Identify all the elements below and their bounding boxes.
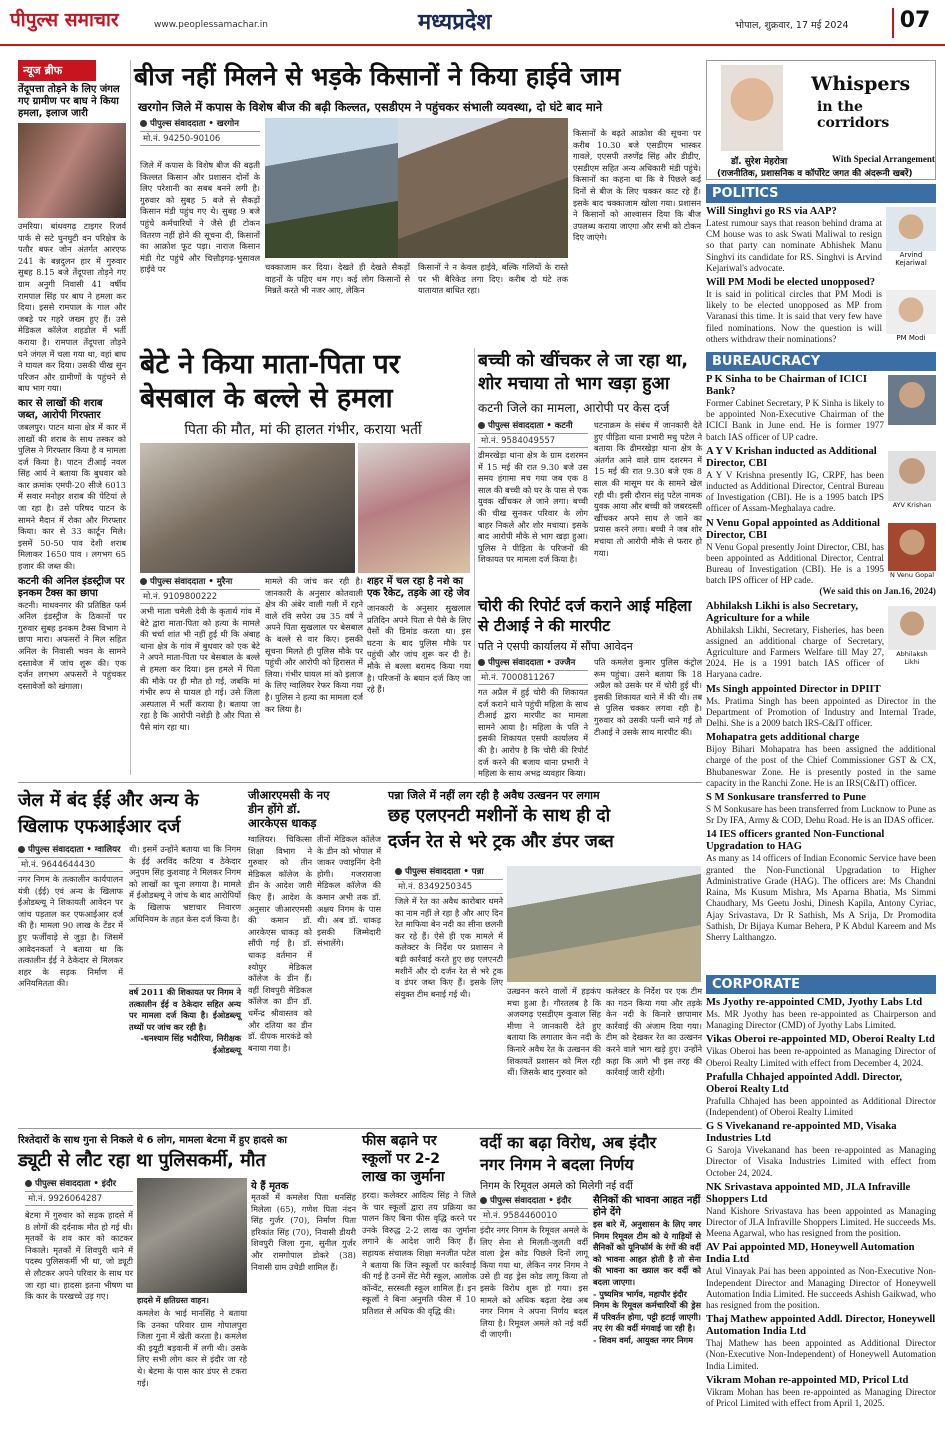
reporter-icon — [140, 120, 147, 127]
politics-headline: Will Singhvi go RS via AAP? — [706, 206, 837, 217]
baseball-photo-victim — [358, 443, 470, 573]
politics-item — [706, 274, 936, 345]
lead-mobile: मो.नं. 94250-90106 — [140, 131, 260, 146]
brief-text: कटनी। माधवनगर की प्रतिष्ठित फर्म अनिल इंडस्ट्रीज के ठिकानों पर गुरुवार सुबह इनकम टैक्स विभाग ने छापा मारा। अफसरों ने मिल सहित अनिल के निवासी भवन के सामने दस्तावेज में जांच शुरू की। एक दर्जन लगभग अफसरों ने पहुंचकर दस्तावेजों को खंगाला। — [18, 599, 126, 691]
uniform-box-heading: सैनिकों की भावना आहत नहीं होने देंगे — [593, 1195, 701, 1218]
baseball-headline-1: बेटे ने किया माता-पिता पर — [140, 349, 400, 380]
officer-photo — [888, 375, 936, 425]
columnist-photo — [721, 65, 783, 151]
corporate-headline: G S Vivekanand re-appointed MD, Visaka Industries Ltd — [706, 1121, 897, 1145]
politics-text: Latest rumour says that reason behind drama at CM house was to ask Swati Maliwal to resign so that party can nominate Abhishek Manu Singhvi its candidate for RS. Singhvi is Arvind Kejariwal's advocate. — [706, 218, 882, 273]
sand-byline: पीपुल्स संवाददाता • पन्ना — [405, 867, 484, 877]
police-dead-heading: ये हैं मृतक — [251, 1181, 289, 1192]
dean-headline-1: जीआरएमसी के नए — [248, 788, 330, 802]
police-dead-list: मृतकों में कमलेश पिता धनसिंह मिलेला (65), गणेश पिता नंदन सिंह गुर्जर (70), निर्माण पिता हरिकांत सिंह (70), निवासी डीयरी शिवपुरी जिला गुना, सुनील गुर्जर और रामगोपाल डोकरे (38) निवासी ग्राम उचेडी शामिल हैं। — [251, 1192, 356, 1272]
divider — [130, 60, 131, 775]
lead-text-col3: किसानों ने न केवल हाईवे, बल्कि गलियों के रास्ते पर भी बैरिकेड लगा दिए। करीब दो घंटे तक यातायात बाधित रहा। — [418, 262, 568, 296]
corporate-text: Thaj Mathew has been appointed as Additional Director (Non-Executive Non-Independent) of Honeywell Automation India Limited. — [706, 1338, 936, 1371]
report-subhead: पति ने एसपी कार्यालय में सौंपा आवेदन — [478, 640, 633, 653]
corporate-headline: Prafulla Chhajed appointed Addl. Director, Oberoi Realty Ltd — [706, 1071, 903, 1095]
whispers-tagline: (राजनीतिक, प्रशासनिक व कॉर्पोरेट जगत की अंदरूनी खबरें) — [717, 169, 913, 179]
fees-story — [362, 1132, 476, 1442]
uniform-box-text-2: निगम के रिमूवल कर्मचारियों की ड्रेस में परिवर्तन होगा, पट्टी हटाई जाएगी। नए रंग की वर्दी मंगवाई जा रही है। — [593, 1300, 701, 1334]
corporate-text: Vikram Mohan has been re-appointed as Managing Director of Pricol Limited with effect from April 1, 2025. — [706, 1386, 936, 1409]
brief-photo-injured — [18, 123, 126, 218]
uniform-headline-2: नगर निगम ने बदला निर्णय — [480, 1155, 634, 1174]
ed-text-col2: थी। इसमें उन्होंने बताया था कि निगम के ईई अरविंद कटिया व ठेकेदार अनुपम सिंह कुशवाह ने मिलकर निगम को लाखों का चूना लगाया है। मामले में ईओडब्ल्यू ने जांच के बाद आरोपियों के खिलाफ भ्रष्टाचार निवारण अधिनियम के तहत केस दर्ज किया है। — [129, 844, 241, 924]
uniform-mobile: मो.नं. 9584460010 — [480, 1208, 588, 1223]
lead-byline-box — [140, 118, 260, 148]
politician-photo — [886, 207, 936, 251]
corporate-headline: Vikram Mohan re-appointed MD, Pricol Ltd — [706, 1374, 909, 1386]
ed-byline: पीपुल्स संवाददाता • ग्वालियर — [28, 845, 121, 855]
baseball-mobile: मो.नं. 9109800222 — [140, 589, 260, 604]
fees-headline-2: स्कूलों पर 2-2 — [362, 1151, 441, 1167]
sand-mobile: मो.नं. 8349250345 — [395, 879, 503, 894]
girl-headline-2: शोर मचाया तो भाग खड़ा हुआ — [478, 374, 670, 394]
corporate-headline: Vikas Oberoi re-appointed MD, Oberoi Realty Ltd — [706, 1034, 935, 1046]
officer-photo — [888, 523, 936, 571]
bureaucracy-headline: N Venu Gopal appointed as Additional Director, CBI — [706, 517, 880, 541]
reporter-icon — [480, 1197, 487, 1204]
report-text-col2: पति कमलेश कुमार पुलिस कंट्रोल रूम पहुंचा। उसने बताया कि 18 अप्रैल को उसके घर में चोरी हुई थी। इसकी शिकायत थाने में की थी। तब से पुलिस चक्कर लगवा रही है। गुरुवार को उसकी पत्नी थाने गई तो टीआई ने उसके साथ मारपीट की। — [594, 657, 702, 737]
corporate-header: CORPORATE — [706, 975, 936, 994]
girl-mobile: मो.नं. 9584049557 — [478, 433, 588, 448]
bureaucracy-headline: Abhilaksh Likhi is also Secretary, Agriculture for a while — [706, 600, 858, 624]
baseball-text-col1: अभी माता चमेली देवी के कृतार्थ गांव में बेटे द्वारा माता-पिता को हत्या के मामले की चर्चा शांत भी नहीं हुई थी कि अंबाह थाना क्षेत्र के गांव में बुधवार को एक बेटे ने अपने माता-पिता पर बेसबाल के बल्ले से हमला कर दिया। इस हमले में पिता की मौके पर ही मौत हो गई, जबकि मां गंभीर रूप से घायल हो गई। उसे जिला अस्पताल में भर्ती कराया है। बताया जा रहा है कि आरोपी नशेड़ी है और पिता से पैसे मांग रहा था। — [140, 606, 260, 732]
baseball-subhead: पिता की मौत, मां की हालत गंभीर, कराया भर्ती — [184, 422, 422, 438]
bureaucracy-text: Abhilaksh Likhi, Secretary, Fisheries, has been assigned an additional charge of Secretary, Agriculture and Farmers Welfare till May 27, 2024. He is a 1991 batch IAS officer of Haryana cadre. — [706, 624, 884, 680]
reporter-icon — [478, 422, 485, 429]
corporate-section — [706, 975, 936, 1437]
photo-caption: Arvind Kejariwal — [895, 251, 927, 267]
news-brief-label: न्यूज ब्रीफ — [18, 60, 96, 81]
ed-headline-2: खिलाफ एफआईआर दर्ज — [18, 816, 181, 837]
brief-text: जबलपुर। पाटन थाना क्षेत्र में कार में लाखों की शराब के साथ तस्कर को पुलिस ने गिरफ्तार किया है व मामला दर्ज किया है। पाटन टीआई नवल सिंह आर्य ने बताया कि बुधवार को कार क्रमांक एमपी-20 सीजे 6013 में सवार मनोहर शराब की पेटियां ले जा रहा है। उसे परिषद पाटन के सामने मैदान में रोका और गिरफ्तार किया। कार से 33 कार्टून मिले। इसमें 50-50 पाव देशी शराब मिलाकर 1650 पाव । लगभग 65 हजार की जब्त की। — [18, 421, 126, 572]
baseball-byline-box — [140, 576, 260, 606]
bureaucracy-headline: Mohapatra gets additional charge — [706, 732, 860, 744]
bureaucracy-headline: S M Sonkusare transferred to Pune — [706, 792, 866, 804]
girl-headline-1: बच्ची को खींचकर ले जा रहा था, — [478, 351, 689, 371]
columnist-name: डॉ. सुरेश मेहरोत्रा — [731, 157, 788, 167]
corporate-text: Prafulla Chhajed has been appointed as Additional Director (Independent) of Oberoi Realty Limited — [706, 1095, 936, 1118]
report-text-col1: गत अप्रैल में हुई चोरी की शिकायत दर्ज कराने थाने पहुंची महिला के साथ टीआई द्वारा मारपीट का मामला सामने आया है। महिला के पति ने इसकी शिकायत एसपी कार्यालय में की है। आरोप है कि चोरी की रिपोर्ट दर्ज करने की बजाय थाना प्रभारी ने महिला के साथ अभद्र व्यवहार किया। — [478, 687, 588, 779]
photo-caption: Abhilaksh Likhi — [896, 649, 928, 666]
logo: पीपुल्स समाचार — [10, 9, 119, 31]
uniform-story — [480, 1132, 702, 1442]
lead-headline: बीज नहीं मिलने से भड़के किसानों ने किया हाईवे जाम — [134, 62, 621, 91]
reporter-icon — [18, 846, 25, 853]
politics-text: It is said in political circles that PM Modi is likely to be elected unopposed as MP from Varanasi this time. It is said that very few have filed nominations. Now the question is will others withdraw their nominations? — [706, 289, 882, 344]
politics-header: POLITICS — [706, 184, 936, 203]
bureaucracy-text: Bijoy Bihari Mohapatra has been assigned the additional charge of the post of the Chief Commissioner GST & CX, Bhubaneswar Zone. He is presently posted in the same capacity in the Ranchi Zone. He is an IRS(C&IT) officer. — [706, 744, 936, 788]
baseball-byline: पीपुल्स संवाददाता • मुरैना — [150, 577, 233, 587]
report-byline: पीपुल्स संवाददाता • उज्जैन — [488, 658, 576, 668]
uniform-box-text: इस बारे में, अनुशासन के लिए नगर निगम रिमूवल टीम को ये गाड़ियों से सैनिकों को यूनिफॉर्म के रंगों की वर्दी को भावना आहत होती है तो सेना की भावना का ख्याल कर वर्दी को बदला जाएगा। — [593, 1219, 701, 1287]
uniform-subhead: निगम के रिमूवल अमले को मिलेगी नई वर्दी — [480, 1181, 633, 1192]
report-mobile: मो.नं. 7000811267 — [478, 670, 588, 685]
reporter-icon — [395, 868, 402, 875]
police-photo-wreck — [137, 1178, 247, 1293]
brief-headline: तेंदूपत्ता तोड़ने के लिए जंगल गए ग्रामीण पर बाघ ने किया हमला, इलाज जारी — [18, 84, 120, 119]
uniform-box-attribution-2: - शिवम वर्मा, आयुक्त नगर निगम — [593, 1334, 694, 1345]
ed-headline-1: जेल में बंद ईई और अन्य के — [18, 790, 199, 811]
whispers-logo-line2: in the corridors — [817, 99, 890, 131]
police-photo-caption: हादसे में क्षतिग्रस्त वाहन। — [137, 1295, 209, 1305]
girl-byline: पीपुल्स संवाददाता • कटनी — [488, 421, 573, 431]
uniform-byline: पीपुल्स संवाददाता • इंदौर — [490, 1196, 572, 1206]
sand-headline-2: दर्जन रेत से भरे ट्रक और डंपर जब्त — [388, 832, 614, 852]
police-text-col1: बेटमा में गुरुवार को सड़क हादसे में 8 लोगों की दर्दनाक मौत हो गई थी। मृतकों के शव कार को काटकर निकाले। मृतकों में शिवपुरी थाने में पदस्थ पुलिसकर्मी भी था, जो ड्यूटी से लौटकर अपने परिवार के साथ घर जा रहा था। हादसा इतना भीषण था कि कार के परखच्चे उड़ गए। — [25, 1210, 133, 1302]
photo-caption: PM Modi — [896, 334, 926, 343]
dean-text-col2: तीनों मेडिकल कॉलेज के डीन को भोपाल में जाकर ज्वाइनिंग देनी होगी। गजराराजा मेडिकल कॉलेज की कमान अभी तक डॉ. अक्षय निगम के पास थी। अब डॉ. धाकड़ इसकी जिम्मेदारी संभालेंगे। — [317, 834, 381, 949]
sand-headline-1: छह एलएनटी मशीनों के साथ ही दो — [388, 806, 611, 826]
dean-headline-3: आरकेएस धाकड़ — [248, 816, 317, 830]
bureaucracy-header: BUREAUCRACY — [706, 352, 936, 371]
dean-text-col1: ग्वालियर। चिकित्सा शिक्षा विभाग ने गुरुवार को तीन मेडिकल कॉलेज के डीन के आदेश जारी किए हैं। आदेश के अनुसार जीआरएमसी की कमान डॉ. आरकेएस धाकड़ को सौंपी गई है। डॉ. धाकड़ वर्तमान में श्योपुर मेडिकल कॉलेज के डीन हैं। वहीं शिवपुरी मेडिकल कॉलेज का डीन डॉ. धर्मेन्द्र श्रीवास्तव को और दतिया का डीन डॉ. दीपक मारकंडे को बनाया गया है। — [248, 834, 312, 1053]
hr — [18, 1128, 702, 1129]
ed-quote-attribution: -धनश्याम सिंह भदौरिया, निरीक्षक ईओडब्ल्यू — [140, 1033, 241, 1055]
sand-kicker: पन्ना जिले में नहीं लग रही है अवैध उत्खनन पर लगाम — [388, 789, 600, 802]
brief-headline: कार से लाखों की शराब जब्त, आरोपी गिरफ्तार — [18, 397, 103, 421]
brief-text: उमरिया। बांधवगढ़ टाइगर रिजर्व पार्क से सटे घुनघुटी वन परिक्षेत्र के पतौर बफर जोन अंतर्गत आरएफ 241 के बन्नदुलन हार में गुरुवार सुबह 8.15 बजे तेंदूपत्ता तोड़ने गए ग्राम अनुगी निवासी 41 वर्षीय रामपाल सिंह पर बाघ ने हमला कर दिया। इससे रामपाल के गाल और जबड़े पर गहरे जख्म हुए हैं। उसे मेडिकल कॉलेज शहडोल में भर्ती कराया है। रामपाल तेंदूपत्ता तोड़ने घने जंगल में चला गया था, वहां बाघ ने घायल कर दिया। उसकी चीख सुन परिजन और ग्रामीणों के पहुंचने से बाघ भाग गया। — [18, 221, 126, 394]
lead-subhead: खरगोन जिले में कपास के विशेष बीज की बढ़ी किल्लत, एसडीएम ने पहुंचकर संभाली व्यवस्था, दो घंटे बाद माने — [138, 100, 603, 114]
whispers-logo-line1: Whispers — [811, 73, 911, 95]
lead-photo-farmers — [398, 118, 568, 258]
bureaucracy-headline: A Y V Krishan inducted as Additional Director, CBI — [706, 445, 877, 469]
photo-caption: N Venu Gopal — [889, 570, 935, 579]
corporate-text: Nand Kishore Srivastava has been appointed as Managing Director of JLA Infraville Shoppers Limited. He succeeds Ms. Meena Agarwal, who has resigned from the position. — [706, 1205, 936, 1239]
baseball-photo-hospital — [140, 443, 355, 573]
girl-text-col1: ढीमरखेड़ा थाना क्षेत्र के ग्राम दशरमन में 15 मई की रात 9.30 बजे उस समय हंगामा मच गया जब एक 8 साल की बच्ची को घर के पास से एक युवक खींचकर ले जाने लगा। बच्ची की चीख सुनकर परिवार के लोग बाहर निकले और शोर मचाया। इसके बाद आरोपी मौके से भाग खड़ा हुआ। पुलिस ने पीड़िता के परिजनों की शिकायत पर मामला दर्ज किया है। — [478, 450, 588, 565]
girl-subhead: कटनी जिले का मामला, आरोपी पर केस दर्ज — [478, 401, 670, 415]
bureaucracy-note: (We said this on Jan.16, 2024) — [819, 586, 936, 597]
uniform-headline-1: वर्दी का बढ़ा विरोध, अब इंदौर — [480, 1133, 657, 1152]
girl-story — [478, 350, 702, 585]
baseball-headline-2: बेसबाल के बल्ले से हमला — [140, 383, 393, 414]
baseball-text-col2: मामले की जांच कर रही है। जानकारी के अनुसार कोतवाली क्षेत्र की अंबेर वाली गली में रहने वाले रवि सपेरा उम्र 35 वर्ष ने अपने पिता सुखलाल पर बेसबाल के बल्ले से वार किए। इसकी सूचना मिलते ही पुलिस मौके पर पहुंची और आरोपी को हिरासत में लिया। गंभीर घायल मां को इलाज के लिए ग्वालियर रेफर किया गया है। पुलिस ने हत्या का मामला दर्ज कर लिया है। — [265, 576, 363, 714]
sand-text-col2: उत्खनन करने वालों में हड़कंप मचा हुआ है। गौरतलब है कि अजयगढ़ एसडीएम कुवाल सिंह मीणा ने जानकारी देते हुए बताया कि लगातार केन नदी के किनारे अवैध रेत के उत्खनन की शिकायतें प्रशासन को मिल रही थीं। जिसके बाद गुरुवार को — [507, 986, 601, 1078]
bureaucracy-text: Ms. Pratima Singh has been appointed as Director in the Department of Promotion of Industry and Internal Trade, Delhi. She is a 2009 batch IRS-C&IT officer. — [706, 695, 936, 729]
corporate-headline: NK Srivastava appointed MD, JLA Infraville Shoppers Ltd — [706, 1181, 911, 1205]
police-byline: पीपुल्स संवाददाता • इंदौर — [35, 1179, 117, 1189]
reporter-icon — [478, 659, 485, 666]
news-brief-column — [18, 60, 126, 775]
corporate-text: Atul Vinayak Pai has been appointed as Non-Executive Non-Independent Director and Managing Director of Honeywell Automation India Limited. He succeeds Ashish Gaikwad, who has resigned from the position. — [706, 1266, 936, 1311]
dean-headline-2: डीन होंगे डॉ. — [248, 802, 301, 816]
lead-text-col2: चक्काजाम कर दिया। देखते ही देखते सैकड़ों वाहनों के पहिए थम गए। कई लोग किसानों से मिन्नतें करते भी नजर आए, लेकिन — [265, 262, 410, 296]
bureaucracy-text: A Y V Krishna presently IG, CRPF, has been inducted as Additional Director, Central Bureau of Investigation (CBI). He is a 1995 batch IPS officer of Assam-Meghalaya cadre. — [706, 469, 884, 514]
ed-text-col1: नगर निगम के तत्कालीन कार्यपालन यंत्री (ईई) एवं अन्य के खिलाफ ईओडब्ल्यू ने शिकायती आवेदन पर जांच पड़ताल कर एफआईआर दर्ज की है। मामला 90 लाख के टेंडर में हुए फर्जीवाड़े से जुड़ा है। जिसमें आवेदनकर्ता ने बताया था कि तत्कालीन ईई ने ठेकेदार से मिलकर शहर के सड़क निर्माण में अनियमितता की। — [18, 874, 123, 989]
bureaucracy-text: N Venu Gopal presently Joint Director, CBI, has been appointed as Additional Director, Central Bureau of Investigation (CBI). He is a 1995 batch IPS officer of HP cade. — [706, 541, 884, 586]
reporter-icon — [25, 1180, 32, 1187]
fees-headline-1: फीस बढ़ाने पर — [362, 1133, 437, 1149]
dean-story — [248, 788, 382, 1126]
page-number: 07 — [892, 8, 936, 38]
lead-text-col4: किसानों के बढ़ते आक्रोश की सूचना पर करीब 10.30 बजे एसडीएम भास्कर गावले, एएसपी तरुणेंद्र सिंह और डीडीए, एसडीएम सहित अन्य अधिकारी मंडी पहुंचे। किसानों का कहना था कि वे पिछले कई दिनों से बीज के लिए चक्कर काट रहे हैं। इसके बाद चक्काजाम खोला गया। प्रशासन ने किसानों को आश्वासन दिया कि बीज उपलब्ध कराया जाएगा और सभी को टोकन दिए जाएंगे। — [573, 128, 701, 243]
divider — [474, 348, 475, 778]
baseball-side-box — [367, 576, 471, 774]
officer-photo — [888, 606, 936, 650]
sand-text-col3: कलेक्टर के निर्देश पर एक टीम का गठन किया गया और तड़के केन नदी के किनारे छापामार कार्रवाई की अंजाम दिया गया। टीम को देखकर रेत का उत्खनन करने वाले भाग खड़े हुए। उन्होंने कहा कि आगे भी इस तरह की कार्रवाई जारी रहेगी। — [606, 986, 702, 1078]
police-byline-box — [25, 1178, 133, 1208]
special-arrangement: With Special Arrangement — [832, 154, 935, 164]
corporate-text: Vikas Oberoi has been re-appointed as Managing Director of Oberoi Realty Limited with effect from December 4, 2024. — [706, 1046, 936, 1068]
baseball-side-text: जानकारी के अनुसार सुखलाल प्रतिदिन अपने पिता से पैसे के लिए पैसों की डिमांड करता था। इस घटना के बाद पुलिस मौके पर पहुंची और जांच शुरू कर दी है। मौके से बल्ला बरामद किया गया है। परिजनों के बयान दर्ज किए जा रहे हैं। — [367, 603, 471, 695]
police-text-col2: कमलेश के भाई मानसिंह ने बताया कि उनका परिवार ग्राम गोपालपुरा जिला गुना में खेती करता है। कमलेश की इयूटी बड़वानी में लगी थी। उसके लिए सभी लोग कार से इंदौर जा रहे थे। बेटमा के पास कार डंपर से टकरा गई। — [137, 1308, 247, 1388]
reporter-icon — [140, 578, 147, 585]
politics-item — [706, 203, 936, 274]
report-story — [478, 596, 702, 779]
brief-headline: कटनी की अनिल इंडस्ट्रीज पर इनकम टैक्स का छापा — [18, 575, 125, 599]
bureaucracy-headline: Ms Singh appointed Director in DPIIT — [706, 683, 881, 695]
bureaucracy-text: As many as 14 officers of Indian Economic Service have been granted the Non-Functional Upgradation to Higher Administrative Grade (HAG). The officers are: Ms Chandni Raina, Ms Kusum Mishra, Ms Aparna Bhatia, Ms Simmi Chaudhary, Ms Geetu Joshi, Dinesh Kapila, Antony Cyriac, Ajay Srivastava, Dr R Sathish, Ms A Srija, Dr Promodita Sathish, Dr Bijaya Kumar Behera, P K Abdul Kareem and Ms Sherry Lalthangzo. — [706, 853, 936, 942]
corporate-text: G Saroja Vivekanand has been re-appointed as Managing Director of Visaka Industries Limited with effect from October 24, 2024. — [706, 1145, 936, 1178]
police-headline: ड्यूटी से लौट रहा था पुलिसकर्मी, मौत — [18, 1150, 266, 1171]
sand-byline-box — [395, 866, 503, 896]
bureaucracy-text: Former Cabinet Secretary, P K Sinha is likely to be appointed Non-Executive Chairman of the ICICI Bank in June end. He is former 1977 batch IAS officer of UP cadre. — [706, 398, 884, 442]
ed-mobile: मो.नं. 9644644430 — [18, 857, 123, 872]
sand-photo-trucks — [507, 866, 701, 982]
hr — [18, 782, 702, 783]
lead-byline: पीपुल्स संवाददाता • खरगोन — [150, 119, 239, 129]
corporate-headline: Ms Jyothy re-appointed CMD, Jyothy Labs Ltd — [706, 997, 923, 1008]
girl-text-col2: घटनाक्रम के संबंध में जानकारी देते हुए पीड़िता थाना प्रभारी मधु पटेल ने बताया कि ढीमरखेड़ा थाना क्षेत्र के अंतर्गत आने वाले ग्राम दशरमन में 15 मई की रात 9.30 बजे एक 8 साल की मासूम घर के सामने खेल रही थी। इसी दौरान संतु पटेल नामक युवक आया और बच्ची को जबरदस्ती खींचकर अपने साथ ले जाने का प्रयास करने लगा। बच्ची ने जब शोर मचाया तो आरोपी मौके से फरार हो गया। — [594, 420, 702, 558]
fees-text: हरदा। कलेक्टर आदित्य सिंह ने जिले के चार स्कूलों द्वारा तय प्रक्रिया का पालन किए बिना फीस वृद्धि करने पर उनके विरुद्ध 2-2 लाख का जुर्माना लगाने के आदेश जारी किए हैं। सहायक संचालक शिक्षा मनजीत पटेल ने बताया कि जिन स्कूलों पर कार्रवाई की गई है उनमें सेंट मेरी स्कूल, आलोक कॉन्वेंट, सरस्वती स्कूल शामिल हैं। इन स्कूलों ने बिना अनुमति फीस में 10 प्रतिशत से अधिक की वृद्धि की। — [362, 1190, 476, 1316]
officer-photo — [888, 451, 936, 501]
bureaucracy-headline: 14 IES officers granted Non-Functional Upgradation to HAG — [706, 829, 885, 853]
police-dead-box — [251, 1178, 356, 1440]
dateline: भोपाल, शुक्रवार, 17 मई 2024 — [735, 20, 849, 31]
politics-headline: Will PM Modi be elected unopposed? — [706, 277, 876, 289]
bureaucracy-text: S M Sonkusare has been transferred from Lucknow to Pune as Sr Dy IFA, Army & COD, Dehu Road. He is an IDAS officer. — [706, 804, 936, 826]
photo-caption: AYV Krishan — [892, 500, 932, 509]
section-title: मध्यप्रदेश — [418, 10, 492, 35]
site-url[interactable]: www.peoplessamachar.in — [154, 20, 268, 30]
police-mobile: मो.नं. 9926064287 — [25, 1191, 133, 1206]
politician-photo — [886, 290, 936, 334]
ed-story — [18, 788, 244, 1126]
uniform-text: इंदौर नगर निगम के रिमूवल अमले के लिए सेना से मिलती-जुलती वर्दी वाला ड्रेस कोड पिछले दिनों लागू किया गया था, लेकिन नगर निगम ने उसे ही वह ड्रेस कोड लागू किया तो इसके विरोध शुरू हो गया। इस मामले को अधिक बढ़ता देख अब नगर निगम ने अपना निर्णय बदल लिया है। रिमूवल अमले को नई वर्दी दी जाएगी। — [480, 1225, 588, 1340]
report-headline: चोरी की रिपोर्ट दर्ज कराने आई महिला से टीआई ने की मारपीट — [478, 597, 692, 635]
whispers-panel — [706, 60, 936, 180]
corporate-headline: AV Pai appointed MD, Honeywell Automation India Ltd — [706, 1242, 915, 1266]
bureaucracy-section — [706, 352, 936, 972]
uniform-box-attribution: - पुष्यमित्र भार्गव, महापौर इंदौर — [593, 1288, 687, 1299]
sand-text-col1: जिले में रेत का अवैध कारोबार थमने का नाम नहीं ले रहा है और आए दिन रेत माफिया बेन नदी का सीना छलनी कर रहे हैं। ऐसे ही एक मामले में कलेक्टर के निर्देश पर प्रशासन ने बड़ी कार्रवाई करते हुए छह एलएनटी मशीनें और दो दर्जन रेत से भरे ट्रक व डंपर जब्त किए हैं। इसके लिए संयुक्त टीम बनाई गई थी। — [395, 896, 503, 999]
bureaucracy-headline: P K Sinha to be Chairman of ICICI Bank? — [706, 374, 867, 397]
corporate-text: Ms. MR Jyothy has been re-appointed as Chairperson and Managing Director (CMD) of Jyothy Labs Limited. — [706, 1009, 936, 1031]
corporate-headline: Thaj Mathew appointed Addl. Director, Honeywell Automation India Ltd — [706, 1314, 936, 1338]
police-kicker: रिश्तेदारों के साथ गुना से निकले थे 6 लोग, मामला बेटमा में हुए हादसे का — [18, 1135, 287, 1146]
masthead — [0, 0, 945, 46]
ed-quote: वर्ष 2011 की शिकायत पर निगम ने तत्कालीन ईई व ठेकेदार सहित अन्य पर मामला दर्ज किया है। ईओडब्ल्यू तथ्यों पर जांच कर रही है। — [129, 984, 241, 1033]
baseball-side-headline: शहर में चल रहा है नशे का एक रैकेट, तड़के आ रहे जेव — [367, 576, 470, 599]
fees-headline-3: लाख का जुर्माना — [362, 1169, 445, 1185]
lead-text-col1: जिले में कपास के विशेष बीज की बढ़ती किल्लत किसान और प्रशासन दोनों के लिए परेशानी का सबब बनने लगी है। गुरुवार को सुबह 5 बजे से सैकड़ों किसान मंडी पहुंच गए थे। सुबह 9 बजे पहुंचे कर्मचारियों ने जैसे ही टोकन वितरण नहीं होने की सूचना दी, किसानों का आक्रोश फूट पड़ा। नाराज किसान मंडी गेट पहुंचे और चित्तौड़गढ़-भुसावल हाईवे पर — [140, 160, 260, 275]
